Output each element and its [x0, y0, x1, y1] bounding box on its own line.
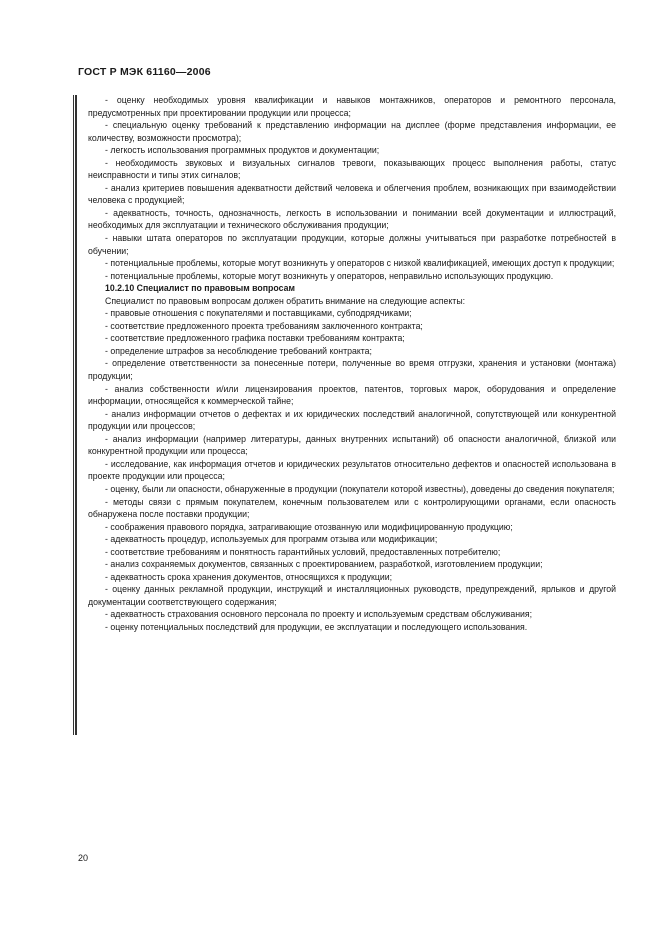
- document-header: ГОСТ Р МЭК 61160—2006: [78, 66, 211, 78]
- list-item: - соответствие предложенного проекта требованиям заключенного контракта;: [105, 320, 423, 331]
- document-body: [88, 94, 616, 634]
- list-item: - оценку необходимых уровня квалификации и навыков монтажников, операторов и ремонтного персонала, предусмотренных при проектировании продукции или процесса;: [88, 95, 616, 118]
- list-item: - методы связи с прямым покупателем, конечным пользователем или с контролирующими органами, если опасность обнаружена после поставки продукции;: [88, 496, 616, 520]
- list-item: - правовые отношения с покупателями и поставщиками, субподрядчиками;: [105, 308, 412, 319]
- section-intro: Специалист по правовым вопросам должен обратить внимание на следующие аспекты:: [105, 295, 466, 306]
- list-item: - оценку потенциальных последствий для продукции, ее эксплуатации и последующего использования.: [105, 621, 528, 632]
- list-item: - навыки штата операторов по эксплуатации продукции, которые должны учитываться при разработке потребностей в обучении;: [88, 233, 616, 256]
- change-bar: [73, 95, 74, 735]
- list-item: - потенциальные проблемы, которые могут возникнуть у операторов, неправильно использующих продукцию.: [105, 270, 554, 281]
- section-heading: 10.2.10 Специалист по правовым вопросам: [105, 283, 295, 294]
- list-item: - соображения правового порядка, затрагивающие отозванную или модифицированную продукцию;: [105, 521, 513, 532]
- list-item: - оценку, были ли опасности, обнаруженные в продукции (покупатели которой известны), доведены до сведения покупателя;: [105, 483, 615, 494]
- list-item: - адекватность срока хранения документов, относящихся к продукции;: [105, 571, 393, 582]
- list-item: - определение штрафов за несоблюдение требований контракта;: [105, 345, 372, 356]
- list-item: - исследование, как информация отчетов и юридических результатов относительно дефектов и опасностей использована в проекте продукции или процесса;: [88, 458, 616, 482]
- page-number: 20: [78, 853, 89, 863]
- list-item: - адекватность, точность, однозначность, легкость в использовании и понимании всей документации и иллюстраций, необходимых для эксплуатации и технического обслуживания продукции;: [88, 207, 616, 231]
- list-item: - необходимость звуковых и визуальных сигналов тревоги, показывающих процесс выполнения работы, статус неисправности и типы этих сигналов;: [88, 157, 616, 181]
- list-item: - адекватность страхования основного персонала по проекту и используемым средствам обслуживания;: [105, 609, 533, 620]
- list-item: - специальную оценку требований к представлению информации на дисплее (форме представления информации, ее количеству, возможности просмотра);: [88, 120, 616, 143]
- list-item: - оценку данных рекламной продукции, инструкций и инсталляционных руководств, предупреждений, ярлыков и другой документации соответствующего содержания;: [88, 584, 616, 607]
- list-item: - легкость использования программных продуктов и документации;: [105, 145, 380, 156]
- list-item: - потенциальные проблемы, которые могут возникнуть у операторов с низкой квалификацией, имеющих доступ к продукции;: [105, 258, 615, 269]
- list-item: - анализ критериев повышения адекватности действий человека и облегчения проблем, возникающих при взаимодействии человека с продукцией;: [88, 182, 616, 206]
- list-item: - анализ информации (например литературы, данных внутренних испытаний) об опасности аналогичной, близкой или конкурентной продукции или процесса;: [88, 433, 616, 457]
- list-item: - соответствие требованиям и понятность гарантийных условий, предоставленных потребителю;: [105, 546, 501, 557]
- list-item: - анализ информации отчетов о дефектах и их юридических последствий аналогичной, сопутствующей или конкурентной продукции или процессов;: [88, 408, 616, 432]
- list-item: - определение ответственности за понесенные потери, полученные во время отгрузки, хранения и установки (монтажа) продукции;: [88, 358, 616, 382]
- list-item: - соответствие предложенного графика поставки требованиям контракта;: [105, 333, 405, 344]
- list-item: - анализ собственности и/или лицензирования проектов, патентов, торговых марок, оборудования и определение информации, относящейся к коммерческой тайне;: [88, 383, 616, 407]
- list-item: - анализ сохраняемых документов, связанных с проектированием, разработкой, изготовлением продукции;: [105, 559, 543, 570]
- list-item: - адекватность процедур, используемых для программ отзыва или модификации;: [105, 534, 438, 545]
- change-bar-inner: [76, 95, 77, 735]
